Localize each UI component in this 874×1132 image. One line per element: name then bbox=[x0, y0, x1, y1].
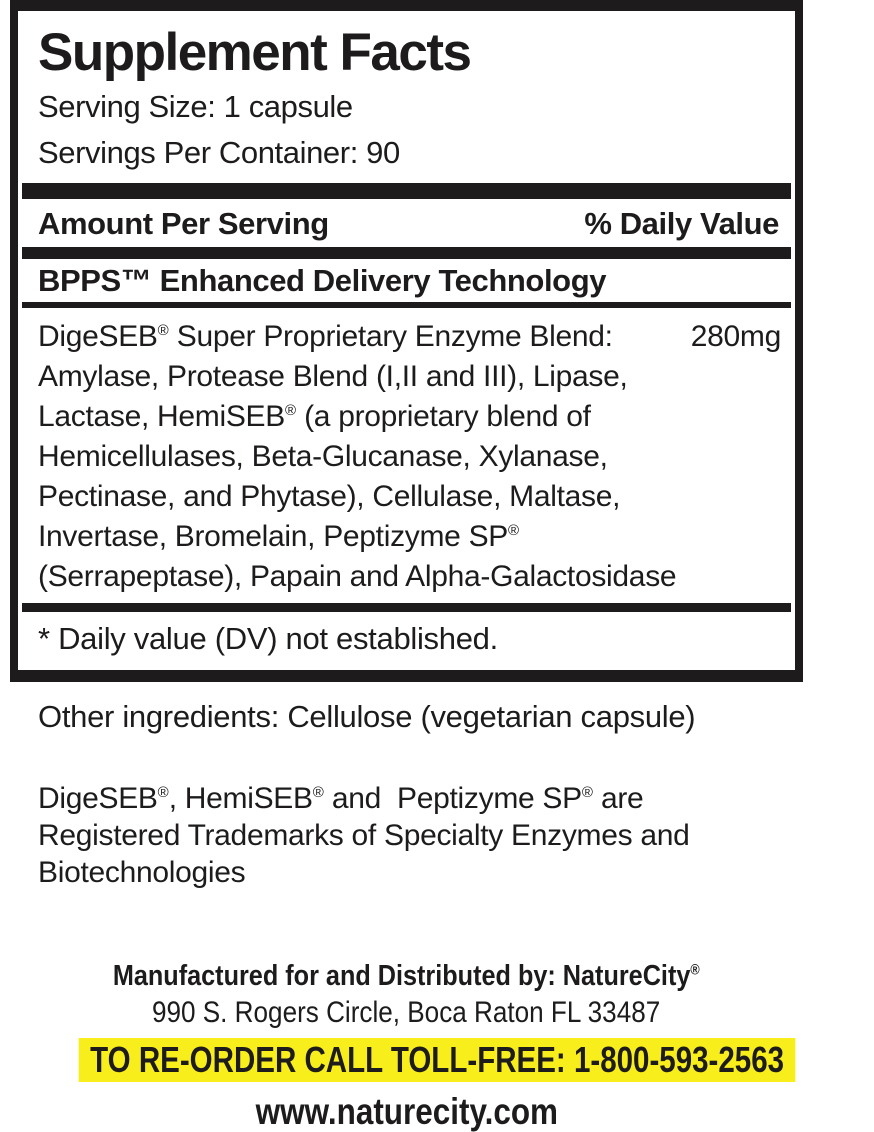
column-header-row bbox=[22, 199, 791, 247]
website bbox=[0, 1092, 813, 1132]
address-text: 990 S. Rogers Circle, Boca Raton FL 33487 bbox=[152, 996, 661, 1029]
blend-description-line: (Serrapeptase), Papain and Alpha-Galactosidase bbox=[38, 560, 677, 593]
blend-first-line bbox=[38, 317, 781, 357]
blend-description-line: Lactase, HemiSEB® (a proprietary blend of bbox=[38, 400, 591, 433]
footer bbox=[0, 959, 813, 1132]
blend-description-line: Amylase, Protease Blend (I,II and III), Lipase, bbox=[38, 360, 628, 393]
trademark-line: Biotechnologies bbox=[38, 856, 246, 889]
blend-amount: 280mg bbox=[690, 320, 781, 353]
other-ingredients: Other ingredients: Cellulose (vegetarian capsule) bbox=[38, 699, 696, 734]
technology-section-header: BPPS™ Enhanced Delivery Technology bbox=[38, 263, 607, 298]
divider-footnote bbox=[22, 603, 791, 612]
supplement-facts-panel bbox=[10, 0, 803, 682]
reorder-toll-free-banner: TO RE-ORDER CALL TOLL-FREE: 1-800-593-2563 bbox=[79, 1038, 796, 1082]
address bbox=[0, 995, 813, 1031]
divider-medium bbox=[22, 247, 791, 259]
blend-description-line: Pectinase, and Phytase), Cellulase, Maltase, bbox=[38, 480, 621, 513]
daily-value-footnote: * Daily value (DV) not established. bbox=[38, 621, 498, 656]
trademark-line: Registered Trademarks of Specialty Enzymes and bbox=[38, 819, 690, 852]
enzyme-blend-entry bbox=[22, 308, 791, 603]
trademark-line: DigeSEB®, HemiSEB® and Peptizyme SP® are bbox=[38, 782, 644, 815]
manufactured-by bbox=[0, 959, 813, 994]
reorder-banner-row bbox=[0, 1038, 813, 1090]
blend-description-line: Hemicellulases, Beta-Glucanase, Xylanase, bbox=[38, 440, 608, 473]
blend-description-line: Invertase, Bromelain, Peptizyme SP® bbox=[38, 520, 520, 553]
serving-size: Serving Size: 1 capsule bbox=[38, 89, 353, 124]
amount-per-serving-header: Amount Per Serving bbox=[38, 206, 329, 241]
manufactured-by-text: Manufactured for and Distributed by: NatureCity® bbox=[113, 960, 700, 992]
blend-name: DigeSEB® Super Proprietary Enzyme Blend: bbox=[38, 320, 613, 353]
daily-value-header: % Daily Value bbox=[584, 206, 779, 241]
servings-per-container: Servings Per Container: 90 bbox=[38, 135, 400, 170]
website-text: www.naturecity.com bbox=[255, 1091, 558, 1132]
divider-thick bbox=[22, 183, 791, 199]
panel-title: Supplement Facts bbox=[38, 23, 471, 82]
trademark-note bbox=[38, 780, 813, 891]
